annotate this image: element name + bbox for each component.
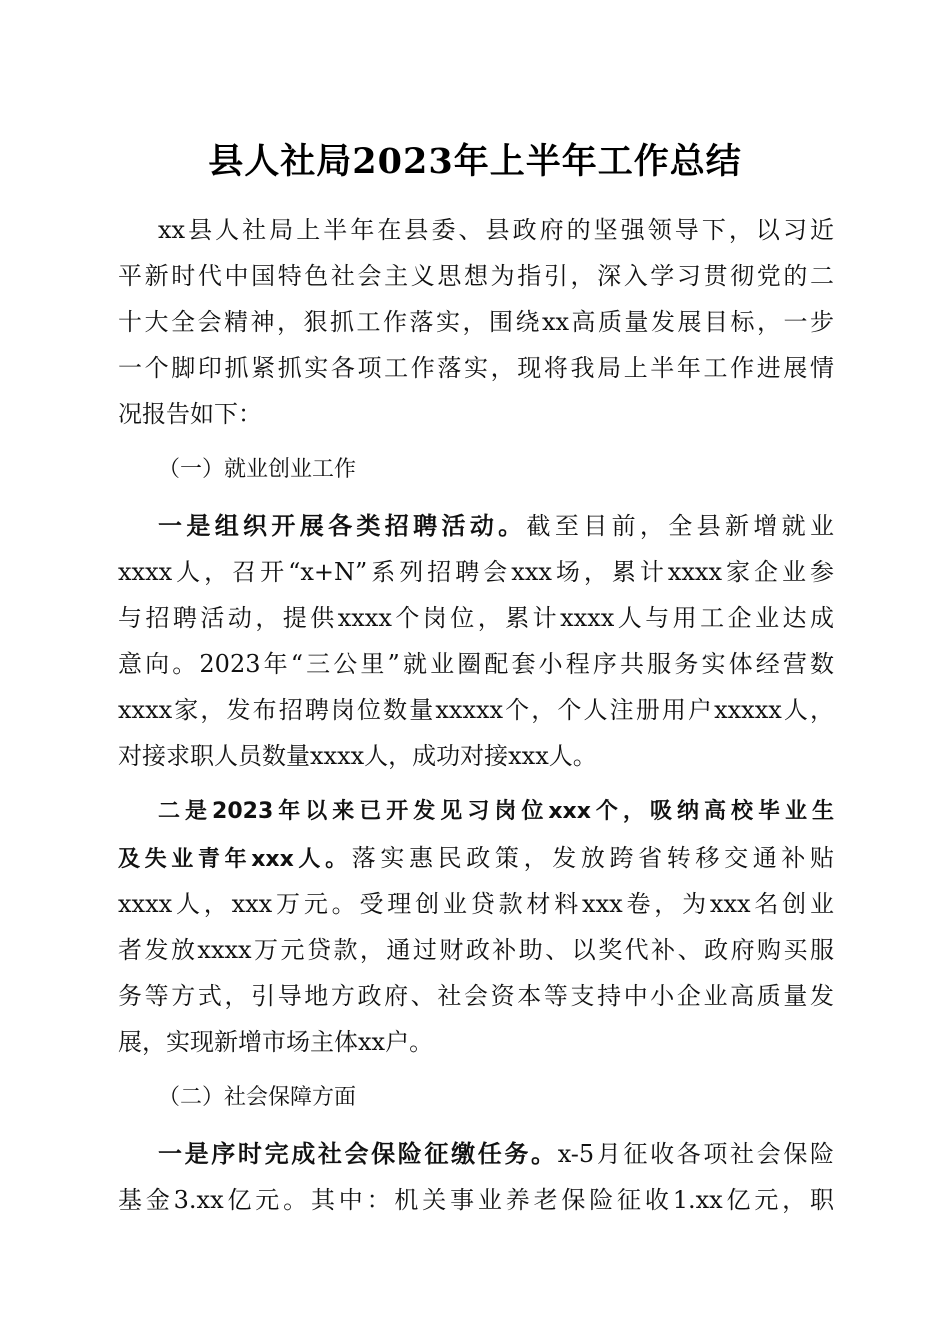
paragraph-line: 意向。2023年“三公里”就业圈配套小程序共服务实体经营数 xyxy=(118,650,834,678)
paragraph-text: 落实惠民政策，发放跨省转移交通补贴 xyxy=(351,844,834,872)
paragraph-text: 截至目前，全县新增就业 xyxy=(526,512,834,540)
paragraph-line: 务等方式，引导地方政府、社会资本等支持中小企业高质量发 xyxy=(118,982,834,1010)
employment-paragraph-2 xyxy=(118,789,834,1065)
document-title: 县人社局2023年上半年工作总结 xyxy=(208,141,742,182)
paragraph-line: 与招聘活动，提供xxxx个岗位，累计xxxx人与用工企业达成 xyxy=(118,604,834,632)
paragraph-line xyxy=(118,503,834,549)
intro-line: 十大全会精神，狠抓工作落实，围绕xx高质量发展目标，一步 xyxy=(118,308,834,336)
paragraph-line: xxxx人，xxx万元。受理创业贷款材料xxx卷，为xxx名创业 xyxy=(118,890,834,918)
paragraph-line: xxxx人，召开“x+N”系列招聘会xxx场，累计xxxx家企业参 xyxy=(118,558,834,586)
paragraph-line xyxy=(118,835,834,881)
intro-line: xx县人社局上半年在县委、县政府的坚强领导下，以习近 xyxy=(158,216,834,244)
paragraph-line: xxxx家，发布招聘岗位数量xxxxx个，个人注册用户xxxxx人， xyxy=(118,696,834,724)
intro-line: 一个脚印抓紧抓实各项工作落实，现将我局上半年工作进展情 xyxy=(118,354,834,382)
paragraph-line: 基金3.xx亿元。其中：机关事业养老保险征收1.xx亿元，职 xyxy=(118,1186,834,1214)
social-security-paragraph-1 xyxy=(118,1131,834,1223)
intro-paragraph xyxy=(118,207,834,437)
employment-paragraph-1 xyxy=(118,503,834,779)
paragraph-lead: 一是序时完成社会保险征缴任务。 xyxy=(158,1139,558,1168)
paragraph-line: 展，实现新增市场主体xx户。 xyxy=(118,1028,434,1056)
paragraph-line: 对接求职人员数量xxxx人，成功对接xxx人。 xyxy=(118,742,597,770)
paragraph-lead: 及失业青年xxx人。 xyxy=(118,847,352,872)
paragraph-line: 者发放xxxx万元贷款，通过财政补助、以奖代补、政府购买服 xyxy=(118,936,834,964)
paragraph-lead: 一是组织开展各类招聘活动。 xyxy=(158,511,527,540)
intro-line: 平新时代中国特色社会主义思想为指引，深入学习贯彻党的二 xyxy=(118,262,834,290)
intro-line: 况报告如下： xyxy=(118,400,262,428)
section-heading-employment: （一）就业创业工作 xyxy=(158,457,357,482)
paragraph-lead-line: 二是2023年以来已开发见习岗位xxx个，吸纳高校毕业生 xyxy=(158,799,834,824)
section-heading-social-security: （二）社会保障方面 xyxy=(158,1085,357,1110)
paragraph-line xyxy=(118,1131,834,1177)
paragraph-text: x-5月征收各项社会保险 xyxy=(557,1140,834,1168)
document-body xyxy=(118,207,834,1223)
